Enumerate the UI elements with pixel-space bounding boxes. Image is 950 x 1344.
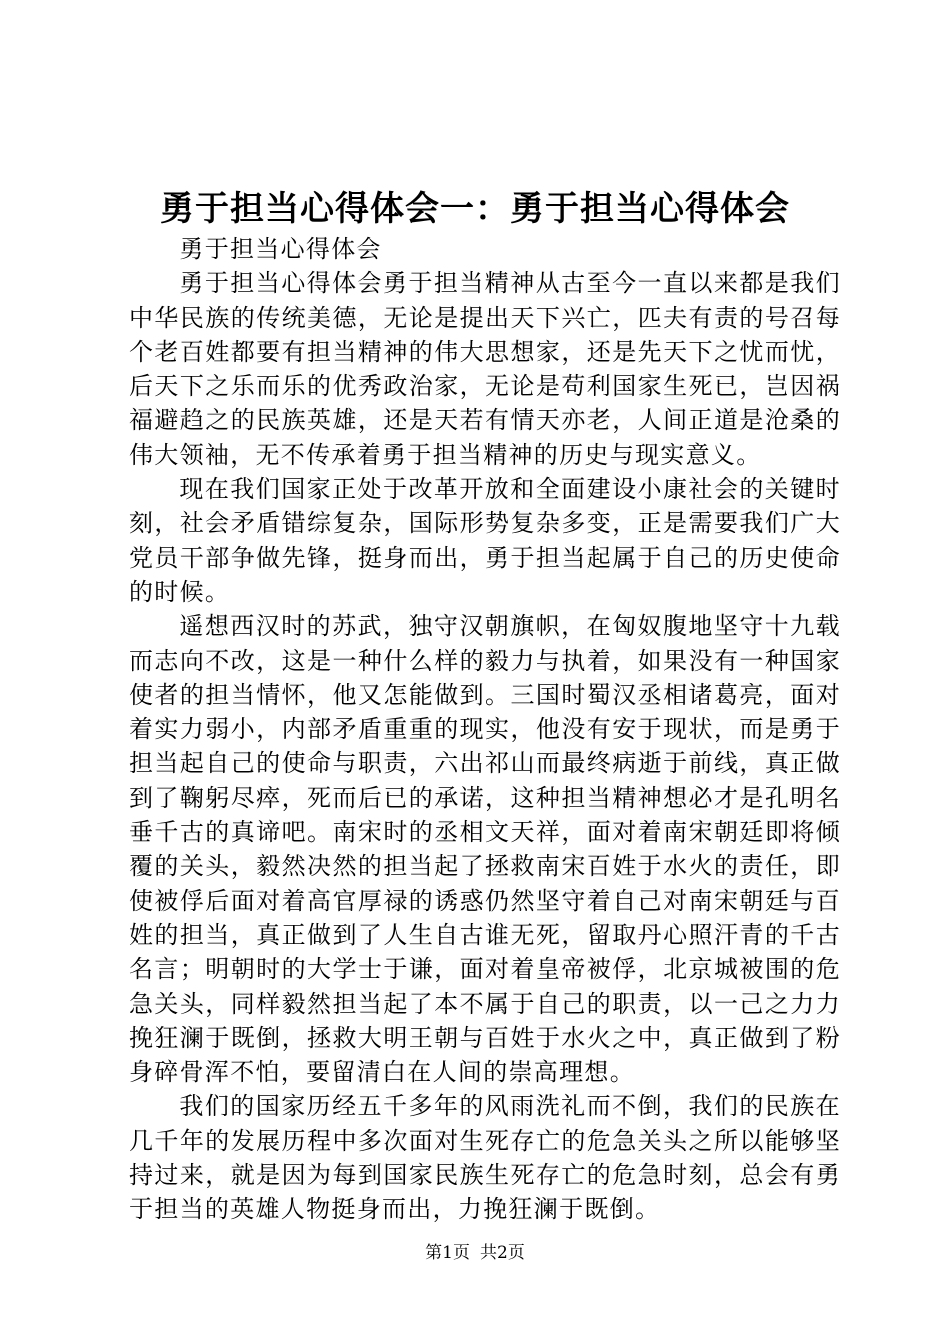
document-body <box>129 232 841 1227</box>
page-footer <box>0 1241 950 1265</box>
paragraph-subtitle: 勇于担当心得体会 <box>179 235 382 263</box>
paragraph: 现在我们国家正处于改革开放和全面建设小康社会的关键时刻，社会矛盾错综复杂，国际形势复杂多变，正是需要我们广大党员干部争做先锋，挺身而出，勇于担当起属于自己的历史使命的时候。 <box>129 475 841 606</box>
paragraph: 勇于担当心得体会勇于担当精神从古至今一直以来都是我们中华民族的传统美德，无论是提出天下兴亡，匹夫有责的号召每个老百姓都要有担当精神的伟大思想家，还是先天下之忧而忧，后天下之乐而乐的优秀政治家，无论是苟利国家生死已，岂因祸福避趋之的民族英雄，还是天若有情天亦老，人间正道是沧桑的伟大领袖，无不传承着勇于担当精神的历史与现实意义。 <box>129 269 841 469</box>
page-total: 共2页 <box>480 1243 525 1263</box>
paragraph: 遥想西汉时的苏武，独守汉朝旗帜，在匈奴腹地坚守十九载而志向不改，这是一种什么样的毅力与执着，如果没有一种国家使者的担当情怀，他又怎能做到。三国时蜀汉丞相诸葛亮，面对着实力弱小，内部矛盾重重的现实，他没有安于现状，而是勇于担当起自己的使命与职责，六出祁山而最终病逝于前线，真正做到了鞠躬尽瘁，死而后已的承诺，这种担当精神想必才是孔明名垂千古的真谛吧。南宋时的丞相文天祥，面对着南宋朝廷即将倾覆的关头，毅然决然的担当起了拯救南宋百姓于水火的责任，即使被俘后面对着高官厚禄的诱惑仍然坚守着自己对南宋朝廷与百姓的担当，真正做到了人生自古谁无死，留取丹心照汗青的千古名言；明朝时的大学士于谦，面对着皇帝被俘，北京城被围的危急关头，同样毅然担当起了本不属于自己的职责，以一己之力力挽狂澜于既倒，拯救大明王朝与百姓于水火之中，真正做到了粉身碎骨浑不怕，要留清白在人间的崇高理想。 <box>129 612 841 1087</box>
page-number: 第1页 <box>425 1243 470 1263</box>
paragraph: 我们的国家历经五千多年的风雨洗礼而不倒，我们的民族在几千年的发展历程中多次面对生死存亡的危急关头之所以能够坚持过来，就是因为每到国家民族生死存亡的危急时刻，总会有勇于担当的英雄人物挺身而出，力挽狂澜于既倒。 <box>129 1092 841 1224</box>
document-title: 勇于担当心得体会一：勇于担当心得体会 <box>160 189 790 229</box>
